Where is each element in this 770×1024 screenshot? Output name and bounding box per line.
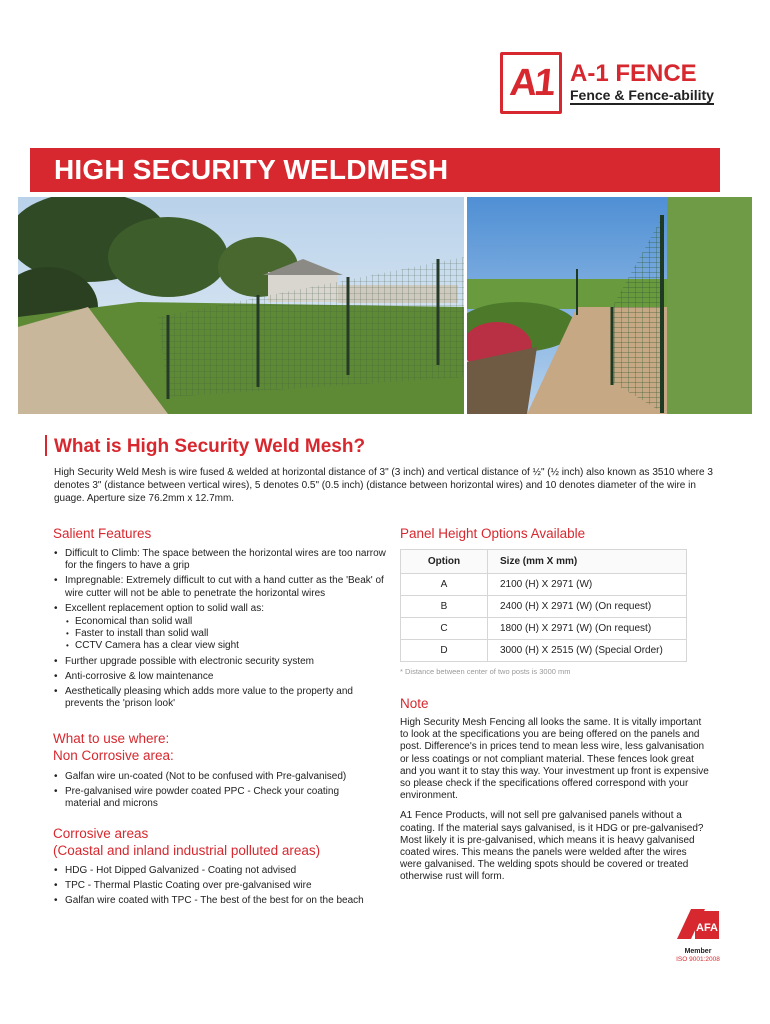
size-cell: 1800 (H) X 2971 (W) (On request) — [488, 618, 687, 640]
list-item — [53, 603, 388, 653]
note-paragraph-1: High Security Mesh Fencing all looks the same. It is vitally important to look at the specifications you are being offered on the panels and post. Difference's in prices tend to mean less wire, less galvanisation or less coatings or not compliant material. These fences look great and you want it to stay this way. Your investment up front is expensive so please check if the specifications offered correspond with your environment. — [400, 717, 709, 802]
note-heading: Note — [400, 696, 429, 711]
size-cell: 2400 (H) X 2971 (W) (On request) — [488, 596, 687, 618]
title-banner — [30, 148, 720, 192]
list-item: • Galfan wire coated with TPC - The best of the best for on the beach — [53, 895, 373, 907]
list-item: • Galfan wire un-coated (Not to be confused with Pre-galvanised) — [53, 771, 373, 783]
corrosive-heading-line1: Corrosive areas — [53, 826, 149, 841]
afa-member-badge — [668, 905, 728, 963]
logo-mark-box — [500, 52, 562, 114]
note-paragraph-2: A1 Fence Products, will not sell pre galvanised panels without a coating. If the material says galvanised, is it HDG or pre-galvanised? Most likely it is pre-galvanised, which means it is heavy galvanised coated wires. This means the panels were welded after the wires were galvanised. The welding spots should be covered or treated otherwise rust will form. — [400, 810, 704, 883]
logo-text — [570, 61, 714, 105]
panel-options-table — [400, 549, 687, 662]
salient-sublist — [65, 616, 388, 653]
option-cell: D — [401, 640, 488, 662]
what-heading: What is High Security Weld Mesh? — [54, 436, 366, 457]
fence-photo-gate — [467, 197, 752, 414]
sub-list-item: • Faster to install than solid wall — [65, 628, 388, 640]
iso-certification: ISO 9001:2008 — [676, 956, 720, 963]
table-row — [401, 618, 687, 640]
use-where-section — [53, 730, 373, 814]
section-accent-bar — [45, 435, 47, 456]
panel-height-section — [400, 525, 690, 676]
column-header-option: Option — [401, 550, 488, 574]
use-where-heading-line1: What to use where: — [53, 731, 170, 746]
sub-list-item: • Economical than solid wall — [65, 616, 388, 628]
corrosive-section — [53, 825, 373, 911]
list-item: • Pre-galvanised wire powder coated PPC - Check your coating material and microns — [53, 786, 373, 810]
brand-logo — [500, 52, 714, 114]
table-footnote: * Distance between center of two posts is 3000 mm — [400, 667, 571, 676]
option-cell: B — [401, 596, 488, 618]
size-cell: 2100 (H) X 2971 (W) — [488, 574, 687, 596]
afa-logo-icon — [675, 905, 721, 941]
salient-features-section — [53, 525, 388, 713]
page-title: HIGH SECURITY WELDMESH — [54, 154, 449, 185]
logo-mark: A1 — [507, 61, 555, 104]
brand-tagline: Fence & Fence-ability — [570, 87, 714, 103]
panel-heading: Panel Height Options Available — [400, 526, 586, 541]
list-item: • HDG - Hot Dipped Galvanized - Coating not advised — [53, 865, 373, 877]
list-item: • Difficult to Climb: The space between the horizontal wires are too narrow for the fingers to have a grip — [53, 548, 388, 572]
table-row — [401, 640, 687, 662]
brand-name: A-1 FENCE — [570, 60, 697, 87]
corrosive-heading-line2: (Coastal and inland industrial polluted areas) — [53, 843, 321, 858]
list-item: • Anti-corrosive & low maintenance — [53, 671, 388, 683]
list-item: • Further upgrade possible with electronic security system — [53, 656, 388, 668]
non-corrosive-list — [53, 771, 373, 811]
corrosive-list — [53, 865, 373, 908]
afa-member-label: Member — [684, 948, 712, 955]
table-header-row — [401, 550, 687, 574]
what-description: High Security Weld Mesh is wire fused & welded at horizontal distance of 3" (3 inch) and vertical distance of ½" (½ inch) also known as 3510 where 3 denotes 3" (distance between vertical wires), 5 denotes 0.5" (0.5 inch) (distance between horizontal wires) and 10 denotes diameter of the wire in guage. Aperture size 76.2mm x 12.7mm. — [54, 467, 713, 504]
salient-heading: Salient Features — [53, 526, 152, 541]
size-cell: 3000 (H) X 2515 (W) (Special Order) — [488, 640, 687, 662]
salient-list — [53, 548, 388, 710]
option-cell: C — [401, 618, 488, 640]
corrosive-heading — [53, 825, 373, 859]
use-where-heading-line2: Non Corrosive area: — [53, 748, 174, 763]
option-cell: A — [401, 574, 488, 596]
list-item: • Aesthetically pleasing which adds more value to the property and prevents the 'prison look' — [53, 686, 388, 710]
list-item-text: Excellent replacement option to solid wall as: — [65, 602, 264, 614]
fence-photo-roadside — [18, 197, 464, 414]
list-item: • Impregnable: Extremely difficult to cut with a hand cutter as the 'Beak' of wire cutter will not be able to penetrate the horizontal wires — [53, 575, 388, 599]
list-item: • TPC - Thermal Plastic Coating over pre-galvanised wire — [53, 880, 373, 892]
svg-text:AFA: AFA — [696, 922, 718, 934]
sub-list-item: • CCTV Camera has a clear view sight — [65, 640, 388, 652]
table-row — [401, 574, 687, 596]
column-header-size: Size (mm X mm) — [488, 550, 687, 574]
table-row — [401, 596, 687, 618]
note-section — [400, 695, 710, 892]
use-where-heading — [53, 730, 373, 764]
